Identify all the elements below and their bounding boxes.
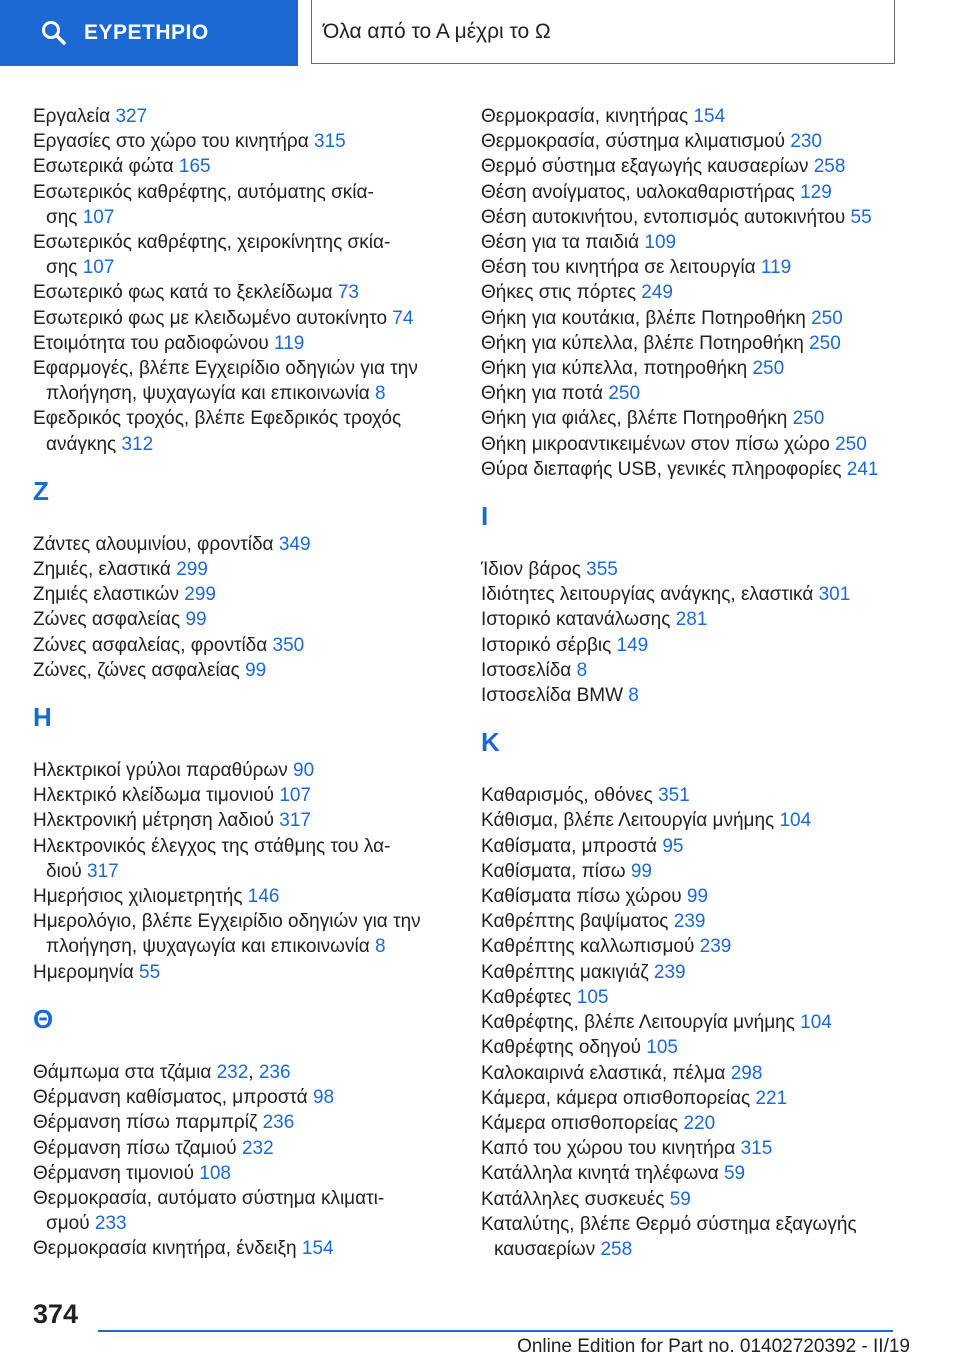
entry-text: Κάμερα, κάμερα οπισθοπορείας [481, 1087, 751, 1109]
page-link[interactable]: 59 [723, 1163, 746, 1185]
page-link[interactable]: 74 [392, 307, 414, 329]
entry-text: Θέση ανοίγματος, υαλοκαθαριστήρας [481, 181, 795, 203]
index-entry [481, 230, 921, 255]
page-link[interactable]: 154 [693, 106, 726, 127]
page-link[interactable]: 236 [258, 1061, 291, 1083]
entry-continuation [33, 859, 453, 884]
index-entry [33, 633, 453, 658]
entry-text: Ζημιές ελαστικών [33, 584, 179, 606]
page-link[interactable]: 233 [94, 1213, 127, 1235]
index-entry [481, 432, 921, 457]
index-entry [481, 280, 921, 305]
entry-text: Θύρα διεπαφής USB, γενικές πληροφορίες [481, 458, 842, 480]
entry-text: Ιστορικό σέρβις [481, 634, 612, 656]
entry-text: Θερμό σύστημα εξαγωγής καυσαερίων [481, 156, 809, 178]
entry-continuation [33, 432, 453, 457]
page-link[interactable]: 129 [800, 181, 832, 203]
index-entry [481, 607, 921, 632]
entry-text: Ιστοσελίδα BMW [481, 685, 623, 707]
page-link[interactable]: 241 [846, 458, 879, 480]
page-link[interactable]: 8 [576, 659, 588, 681]
page-link[interactable]: 108 [199, 1162, 231, 1184]
page-link[interactable]: 249 [641, 282, 673, 304]
section-letter: Κ [481, 727, 500, 758]
entry-text: Καλοκαιρινά ελαστικά, πέλμα [481, 1062, 726, 1084]
entry-text: διού [46, 860, 82, 882]
entry-text: Θέση αυτοκινήτου, εντοπισμός αυτοκινήτου [481, 206, 846, 228]
page-link[interactable]: 73 [337, 282, 359, 304]
entry-text: Εργασίες στο χώρο του κινητήρα [33, 131, 309, 153]
index-entry [481, 331, 921, 356]
page-link[interactable]: 317 [87, 860, 119, 882]
page-link[interactable]: 250 [608, 383, 641, 405]
entry-text: Καθρέπτης καλλωπισμού [481, 936, 695, 958]
entry-text: πλοήγηση, ψυχαγωγία και επικοινωνία [46, 383, 370, 405]
entry-text: Θερμοκρασία, αυτόματο σύστημα κλιματι- [33, 1187, 385, 1209]
entry-text: Καθίσματα, μπροστά [481, 835, 658, 857]
index-entry [33, 280, 453, 305]
entry-text: ανάγκης [46, 433, 117, 455]
index-entry [481, 909, 921, 934]
page-link[interactable]: 107 [82, 257, 115, 279]
entry-text: Καταλύτης, βλέπε Θερμό σύστημα εξαγωγής [481, 1213, 857, 1235]
entry-text: Καθίσματα πίσω χώρου [481, 886, 682, 908]
page-link[interactable]: 239 [653, 961, 686, 983]
entry-text: Καθρέφτης, βλέπε Λειτουργία μνήμης [481, 1012, 795, 1034]
entry-text: Θάμπωμα στα τζάμια [33, 1061, 212, 1083]
entry-text: Ημερήσιος χιλιομετρητής [33, 886, 243, 908]
page-link[interactable]: 298 [730, 1062, 763, 1084]
entry-text: Θήκη μικροαντικειμένων στον πίσω χώρο [481, 433, 830, 455]
entry-text: σμού [46, 1213, 90, 1235]
index-entry [481, 985, 921, 1010]
page-link[interactable]: 299 [184, 584, 216, 606]
page-link[interactable]: 90 [293, 760, 315, 782]
entry-text: Κάμερα οπισθοπορείας [481, 1112, 679, 1134]
entry-text: Καθρέφτες [481, 986, 572, 1008]
index-entry [33, 1161, 453, 1186]
page-link[interactable]: 95 [662, 835, 684, 857]
entry-text: Θέρμανση πίσω παρμπρίζ [33, 1112, 258, 1134]
page-link[interactable]: 281 [675, 609, 708, 631]
page-link[interactable]: 230 [790, 131, 822, 153]
entry-text: Ζημιές, ελαστικά [33, 559, 171, 581]
index-entry [481, 783, 921, 808]
index-entry [33, 406, 453, 456]
index-entry [481, 1212, 921, 1262]
index-entry [33, 1085, 453, 1110]
index-entry [33, 230, 453, 280]
entry-text: Θέρμανση καθίσματος, μπροστά [33, 1087, 308, 1109]
page-link[interactable]: 105 [646, 1037, 678, 1059]
page-link[interactable]: 250 [792, 408, 825, 430]
entry-text: καυσαερίων [494, 1238, 596, 1260]
index-column-right [481, 104, 921, 1262]
index-entry [481, 306, 921, 331]
page-link[interactable]: 258 [813, 156, 846, 178]
index-entry [481, 934, 921, 959]
index-entry [33, 1186, 453, 1236]
entry-text: Θήκη για ποτά [481, 383, 604, 405]
entry-continuation [33, 255, 453, 280]
footer-divider [98, 1330, 893, 1332]
page-link[interactable]: 59 [669, 1188, 691, 1210]
page-link[interactable]: 104 [800, 1012, 832, 1034]
page-link[interactable]: 232 [241, 1137, 274, 1159]
section-letter: Η [33, 702, 52, 733]
entry-text: Εφεδρικός τροχός, βλέπε Εφεδρικός τροχός [33, 408, 402, 430]
page-link[interactable]: 99 [686, 886, 709, 908]
entry-text: Εσωτερικό φως κατά το ξεκλείδωμα [33, 282, 333, 304]
page-link[interactable]: 154 [301, 1238, 334, 1260]
search-icon[interactable] [40, 19, 68, 47]
index-entry [33, 1236, 453, 1261]
entry-text: Καθίσματα, πίσω [481, 860, 626, 882]
page-link[interactable]: 104 [779, 810, 812, 832]
index-entry [481, 808, 921, 833]
entry-text: σης [46, 257, 78, 279]
entry-text: Ίδιον βάρος [481, 559, 581, 581]
index-entry [481, 104, 921, 129]
page-number: 374 [33, 1299, 79, 1329]
index-entry [481, 1010, 921, 1035]
page-link[interactable]: 258 [600, 1238, 633, 1260]
index-entry [33, 154, 453, 179]
page-link[interactable]: 55 [850, 206, 872, 228]
page-link[interactable]: 315 [740, 1138, 773, 1160]
page-link[interactable]: 220 [683, 1112, 716, 1134]
header-bar [0, 0, 960, 66]
index-entry: Θάμπωμα στα τζάμια 232, 236 [33, 1061, 291, 1083]
index-entry [33, 960, 453, 985]
index-entry [33, 607, 453, 632]
entry-text: Ζώνες ασφαλείας [33, 609, 181, 631]
index-entry [481, 457, 921, 482]
entry-text: Εργαλεία [33, 106, 111, 127]
index-entry [33, 1136, 453, 1161]
page-link[interactable]: 239 [699, 936, 732, 958]
index-entry [481, 1161, 921, 1186]
index-entry [33, 834, 453, 884]
entry-text: Κατάλληλα κινητά τηλέφωνα [481, 1163, 719, 1185]
entry-text: Θήκη για κύπελλα, βλέπε Ποτηροθήκη [481, 332, 804, 354]
page-link[interactable]: 250 [752, 358, 785, 380]
page-link[interactable]: 239 [673, 911, 706, 933]
edition-note: Online Edition for Part no. 01402720392 - II/19 [517, 1336, 910, 1357]
entry-text: Ηλεκτρικό κλείδωμα τιμονιού [33, 785, 275, 807]
page-link[interactable]: 99 [630, 860, 652, 882]
index-entry [33, 331, 453, 356]
index-entry [481, 884, 921, 909]
entry-text: σης [46, 206, 78, 228]
index-entry [33, 658, 453, 683]
index-entry [33, 104, 453, 129]
index-entry [481, 1187, 921, 1212]
index-tab[interactable] [0, 0, 298, 66]
index-entry [33, 180, 453, 230]
entry-continuation [33, 381, 453, 406]
entry-text: Καθρέπτης βαψίματος [481, 911, 669, 933]
title-tab[interactable] [311, 0, 895, 64]
page-link[interactable]: 315 [314, 131, 346, 153]
entry-text: Καθαρισμός, οθόνες [481, 785, 653, 807]
entry-text: Ζάντες αλουμινίου, φροντίδα [33, 533, 274, 555]
entry-text: Ζώνες ασφαλείας, φροντίδα [33, 634, 268, 656]
page-link[interactable]: 146 [247, 886, 280, 908]
page-link[interactable]: 8 [375, 383, 386, 405]
entry-text: Θήκη για κύπελλα, ποτηροθήκη [481, 358, 748, 380]
index-entry [481, 658, 921, 683]
page-link[interactable]: 232 [216, 1061, 249, 1083]
entry-text: Θέρμανση τιμονιού [33, 1162, 194, 1184]
page-link[interactable]: 221 [755, 1087, 788, 1109]
index-entry [33, 532, 453, 557]
entry-text: Ηλεκτρονικός έλεγχος της στάθμης του λα- [33, 835, 391, 857]
entry-text: Ζώνες, ζώνες ασφαλείας [33, 659, 240, 681]
entry-text: Εσωτερικός καθρέφτης, αυτόματης σκία- [33, 181, 374, 203]
page-link[interactable]: 327 [115, 106, 148, 127]
entry-text: Θερμοκρασία, κινητήρας [481, 106, 689, 127]
index-entry [33, 909, 453, 959]
index-entry [33, 1110, 453, 1135]
page-link[interactable]: 8 [375, 936, 386, 958]
entry-continuation [481, 1237, 921, 1262]
entry-text: πλοήγηση, ψυχαγωγία και επικοινωνία [46, 936, 370, 958]
index-entry [33, 582, 453, 607]
index-entry [481, 1111, 921, 1136]
entry-continuation [33, 1211, 453, 1236]
page-link[interactable]: 317 [279, 810, 311, 832]
entry-text: Ημερολόγιο, βλέπε Εγχειρίδιο οδηγιών για την [33, 911, 421, 933]
section-letter: Ι [481, 501, 489, 532]
index-entry [481, 582, 921, 607]
entry-continuation [33, 205, 453, 230]
page-link[interactable]: 107 [82, 206, 115, 228]
index-entry [481, 1061, 921, 1086]
index-entry [481, 859, 921, 884]
entry-text: Ιστοσελίδα [481, 659, 572, 681]
page-link[interactable]: 8 [628, 685, 639, 707]
page-link[interactable]: 312 [121, 433, 154, 455]
index-entry [481, 683, 921, 708]
index-entry [481, 557, 921, 582]
index-entry [481, 960, 921, 985]
index-entry [481, 1035, 921, 1060]
page-link[interactable]: 250 [835, 433, 867, 455]
page-link[interactable]: 105 [576, 986, 609, 1008]
index-entry [481, 129, 921, 154]
entry-text: Εσωτερικός καθρέφτης, χειροκίνητης σκία- [33, 232, 391, 254]
entry-text: Θερμοκρασία, σύστημα κλιματισμού [481, 131, 785, 153]
page-link[interactable]: 99 [245, 659, 267, 681]
entry-continuation [33, 934, 453, 959]
entry-text: Καθρέφτης οδηγού [481, 1037, 641, 1059]
index-entry [481, 1086, 921, 1111]
page-link[interactable]: 119 [760, 257, 792, 279]
page-link[interactable]: 299 [176, 559, 208, 581]
page-link[interactable]: 250 [811, 307, 843, 329]
entry-text: Ημερομηνία [33, 961, 134, 983]
entry-text: Θέση για τα παιδιά [481, 232, 640, 254]
index-entry [481, 834, 921, 859]
page-link[interactable]: 349 [278, 533, 311, 555]
entry-text: Θερμοκρασία κινητήρα, ένδειξη [33, 1238, 297, 1260]
page-link[interactable]: 236 [262, 1112, 295, 1134]
entry-text: Ηλεκτρικοί γρύλοι παραθύρων [33, 760, 288, 782]
page-link[interactable]: 350 [272, 634, 305, 656]
index-entry [33, 557, 453, 582]
page-link[interactable]: 355 [586, 559, 618, 581]
entry-text: Καπό του χώρου του κινητήρα [481, 1138, 736, 1160]
index-entry [33, 758, 453, 783]
index-entry [33, 884, 453, 909]
index-entry [33, 129, 453, 154]
page-link[interactable]: 109 [644, 232, 677, 254]
page-link[interactable]: 107 [279, 785, 312, 807]
index-entry [33, 306, 453, 331]
page-link[interactable]: 250 [809, 332, 841, 354]
page-link[interactable]: 55 [139, 961, 161, 983]
entry-text: Εφαρμογές, βλέπε Εγχειρίδιο οδηγιών για την [33, 358, 418, 380]
index-entry [33, 356, 453, 406]
entry-text: Ηλεκτρονική μέτρηση λαδιού [33, 810, 274, 832]
index-entry [33, 783, 453, 808]
entry-text: Θήκη για φιάλες, βλέπε Ποτηροθήκη [481, 408, 788, 430]
index-entry [481, 406, 921, 431]
entry-text: Κατάλληλες συσκευές [481, 1188, 665, 1210]
index-entry [481, 180, 921, 205]
index-entry [481, 381, 921, 406]
entry-text: Θέση του κινητήρα σε λειτουργία [481, 257, 756, 279]
entry-text: Κάθισμα, βλέπε Λειτουργία μνήμης [481, 810, 775, 832]
entry-text: Καθρέπτης μακιγιάζ [481, 961, 649, 983]
page-link[interactable]: 165 [178, 156, 211, 178]
page-title: Όλα από το Α μέχρι το Ω [323, 19, 551, 43]
page-link[interactable]: 351 [658, 785, 690, 807]
entry-text: Θήκες στις πόρτες [481, 282, 636, 304]
page-link[interactable]: 99 [185, 609, 207, 631]
entry-text: Εσωτερικά φώτα [33, 156, 174, 178]
index-entry [481, 356, 921, 381]
index-entry [481, 1136, 921, 1161]
index-entry [481, 205, 921, 230]
index-entry [481, 154, 921, 179]
entry-text: Εσωτερικό φως με κλειδωμένο αυτοκίνητο [33, 307, 388, 329]
section-letter: Θ [33, 1003, 54, 1034]
entry-text: Θήκη για κουτάκια, βλέπε Ποτηροθήκη [481, 307, 806, 329]
index-entry [33, 808, 453, 833]
page-link[interactable]: 119 [274, 332, 305, 354]
index-tab-label: ΕΥΡΕΤΗΡΙΟ [84, 21, 209, 44]
section-letter: Ζ [33, 475, 49, 506]
page-link[interactable]: 149 [616, 634, 649, 656]
entry-text: Ετοιμότητα του ραδιοφώνου [33, 332, 269, 354]
page-link[interactable]: 301 [818, 584, 851, 606]
index-entry [481, 633, 921, 658]
index-column-left [33, 104, 453, 1262]
page-link[interactable]: 98 [312, 1087, 335, 1109]
index-entry [481, 255, 921, 280]
entry-text: Θέρμανση πίσω τζαμιού [33, 1137, 237, 1159]
entry-text: Ιστορικό κατανάλωσης [481, 609, 671, 631]
entry-text: Ιδιότητες λειτουργίας ανάγκης, ελαστικά [481, 584, 814, 606]
